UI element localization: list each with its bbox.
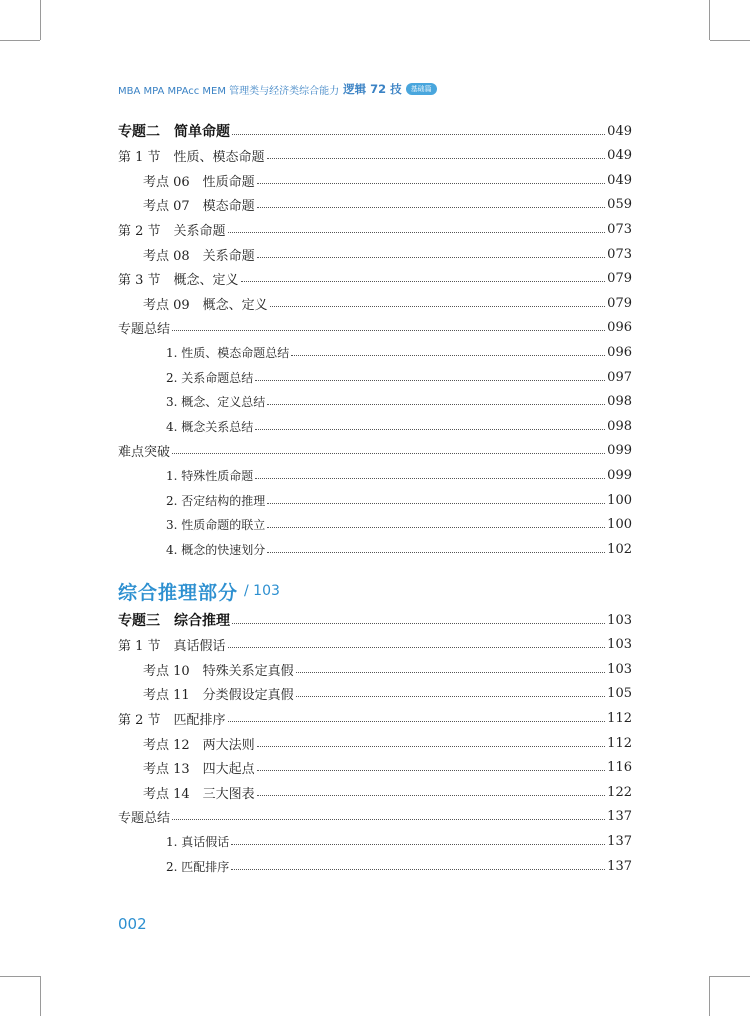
toc-entry-page: 098	[607, 394, 632, 410]
toc-entry	[118, 805, 632, 829]
toc-entry-page: 079	[607, 271, 632, 287]
toc-entry-page: 098	[607, 418, 632, 434]
toc-entry-label: 第 1 节 性质、模态命题	[118, 150, 265, 166]
toc-entry-label: 2. 否定结构的推理	[166, 493, 266, 508]
toc-leader-dots	[257, 183, 605, 184]
toc-leader-dots	[257, 770, 605, 771]
toc-entry	[166, 537, 632, 561]
toc-entry-page: 105	[607, 686, 632, 702]
toc-entry-label: 考点 11 分类假设定真假	[143, 688, 294, 704]
toc-leader-dots	[270, 306, 605, 307]
toc-entry	[166, 488, 632, 512]
toc-entry-page: 096	[607, 320, 632, 336]
toc-leader-dots	[172, 819, 605, 820]
toc-entry-label: 2. 匹配排序	[166, 859, 230, 874]
toc-entry-page: 079	[607, 295, 632, 311]
toc-entry-page: 049	[607, 172, 632, 188]
toc-entry	[118, 144, 632, 168]
toc-entry	[166, 390, 632, 414]
toc-entry-page: 059	[607, 197, 632, 213]
toc-entry	[166, 513, 632, 537]
toc-entry-label: 专题二 简单命题	[118, 124, 230, 140]
header-title: MBA MPA MPAcc MEM 管理类与经济类综合能力	[118, 85, 340, 97]
toc-entry-page: 097	[607, 369, 632, 385]
toc-entry-page: 073	[607, 221, 632, 237]
toc-entry-label: 2. 关系命题总结	[166, 370, 254, 385]
toc-entry-page: 099	[607, 467, 632, 483]
toc-leader-dots	[255, 429, 605, 430]
toc-entry-page: 112	[607, 735, 632, 751]
crop-mark	[40, 976, 41, 1016]
toc-leader-dots	[228, 721, 606, 722]
toc-entry-label: 考点 08 关系命题	[143, 248, 255, 264]
page-number: 002	[118, 915, 147, 933]
toc-leader-dots	[231, 844, 605, 845]
toc-entry-page: 103	[607, 661, 632, 677]
crop-mark	[709, 976, 710, 1016]
toc-entry-page: 112	[607, 710, 632, 726]
toc-entry-label: 专题总结	[118, 322, 171, 338]
toc-leader-dots	[291, 355, 605, 356]
toc-leader-dots	[267, 552, 605, 553]
toc-entry-page: 049	[607, 123, 632, 139]
crop-mark	[0, 40, 40, 41]
crop-mark	[0, 976, 40, 977]
toc-entry-label: 3. 概念、定义总结	[166, 395, 266, 410]
toc-entry-label: 难点突破	[118, 445, 171, 461]
toc-entry-page: 100	[607, 492, 632, 508]
toc-entry-page: 137	[607, 833, 632, 849]
toc-entry-page: 122	[607, 784, 632, 800]
toc-entry-page: 073	[607, 246, 632, 262]
toc-entry	[166, 854, 632, 878]
toc-entry	[143, 657, 632, 681]
header-subtitle: 逻辑 72 技	[343, 82, 402, 96]
toc-entry-label: 考点 14 三大图表	[143, 786, 255, 802]
toc-entry	[143, 291, 632, 315]
toc-entry-label: 考点 09 概念、定义	[143, 297, 268, 313]
toc-leader-dots	[296, 672, 605, 673]
toc-entry-page: 100	[607, 517, 632, 533]
part-heading	[118, 578, 280, 604]
toc-leader-dots	[228, 232, 606, 233]
toc-entry-label: 第 2 节 匹配排序	[118, 712, 226, 728]
toc-entry-label: 专题总结	[118, 811, 171, 827]
toc-entry	[143, 756, 632, 780]
toc-entry	[166, 340, 632, 364]
toc-entry-label: 考点 07 模态命题	[143, 199, 255, 215]
toc-entry	[118, 439, 632, 463]
toc-leader-dots	[172, 330, 605, 331]
toc-entry-page: 102	[607, 541, 632, 557]
toc-leader-dots	[232, 623, 605, 624]
crop-mark	[40, 0, 41, 40]
part-page: / 103	[244, 583, 280, 599]
toc-entry-page: 049	[607, 148, 632, 164]
toc-entry	[166, 463, 632, 487]
toc-entry	[143, 242, 632, 266]
toc-leader-dots	[267, 527, 605, 528]
toc-entry	[143, 780, 632, 804]
toc-entry-label: 考点 10 特殊关系定真假	[143, 663, 294, 679]
toc-entry-label: 第 1 节 真话假话	[118, 639, 226, 655]
toc-entry	[166, 365, 632, 389]
toc-entry-label: 考点 13 四大起点	[143, 762, 255, 778]
toc-entry-page: 103	[607, 612, 632, 628]
toc-entry	[166, 829, 632, 853]
toc-entry	[118, 316, 632, 340]
toc-entry-page: 137	[607, 858, 632, 874]
toc-leader-dots	[257, 795, 605, 796]
toc-entry	[118, 119, 632, 143]
toc-entry	[118, 633, 632, 657]
toc-entry	[143, 193, 632, 217]
toc-entry	[166, 414, 632, 438]
toc-leader-dots	[257, 257, 605, 258]
toc-entry-page: 099	[607, 443, 632, 459]
toc-entry-label: 专题三 综合推理	[118, 613, 230, 629]
toc-entry	[118, 706, 632, 730]
toc-entry-label: 3. 性质命题的联立	[166, 518, 266, 533]
toc-leader-dots	[232, 134, 605, 135]
toc-leader-dots	[231, 869, 605, 870]
header-badge: 基础篇	[406, 83, 437, 95]
crop-mark	[710, 40, 750, 41]
toc-entry-label: 4. 概念的快速划分	[166, 542, 266, 557]
toc-entry	[118, 217, 632, 241]
toc-leader-dots	[255, 478, 605, 479]
toc-entry-page: 096	[607, 344, 632, 360]
toc-entry	[143, 682, 632, 706]
toc-entry	[118, 267, 632, 291]
toc-entry-page: 103	[607, 637, 632, 653]
crop-mark	[710, 976, 750, 977]
part-title: 综合推理部分	[118, 581, 239, 604]
toc-entry-label: 1. 性质、模态命题总结	[166, 345, 290, 360]
toc-entry-label: 考点 06 性质命题	[143, 174, 255, 190]
crop-mark	[709, 0, 710, 40]
toc-leader-dots	[241, 281, 606, 282]
toc-entry-label: 考点 12 两大法则	[143, 737, 255, 753]
toc-entry-page: 116	[607, 760, 632, 776]
toc-leader-dots	[228, 647, 606, 648]
toc-entry-label: 第 2 节 关系命题	[118, 223, 226, 239]
toc-entry	[143, 731, 632, 755]
toc-entry	[118, 608, 632, 632]
toc-entry-label: 1. 真话假话	[166, 834, 230, 849]
toc-leader-dots	[257, 207, 605, 208]
toc-leader-dots	[255, 380, 605, 381]
toc-entry-page: 137	[607, 809, 632, 825]
toc-entry-label: 第 3 节 概念、定义	[118, 273, 239, 289]
toc-leader-dots	[267, 404, 605, 405]
running-header	[118, 81, 638, 97]
toc-leader-dots	[267, 503, 605, 504]
toc-leader-dots	[267, 158, 606, 159]
toc-leader-dots	[172, 453, 605, 454]
toc-entry-label: 4. 概念关系总结	[166, 419, 254, 434]
toc-leader-dots	[296, 696, 605, 697]
toc-entry	[143, 168, 632, 192]
toc-leader-dots	[257, 746, 605, 747]
toc-entry-label: 1. 特殊性质命题	[166, 468, 254, 483]
